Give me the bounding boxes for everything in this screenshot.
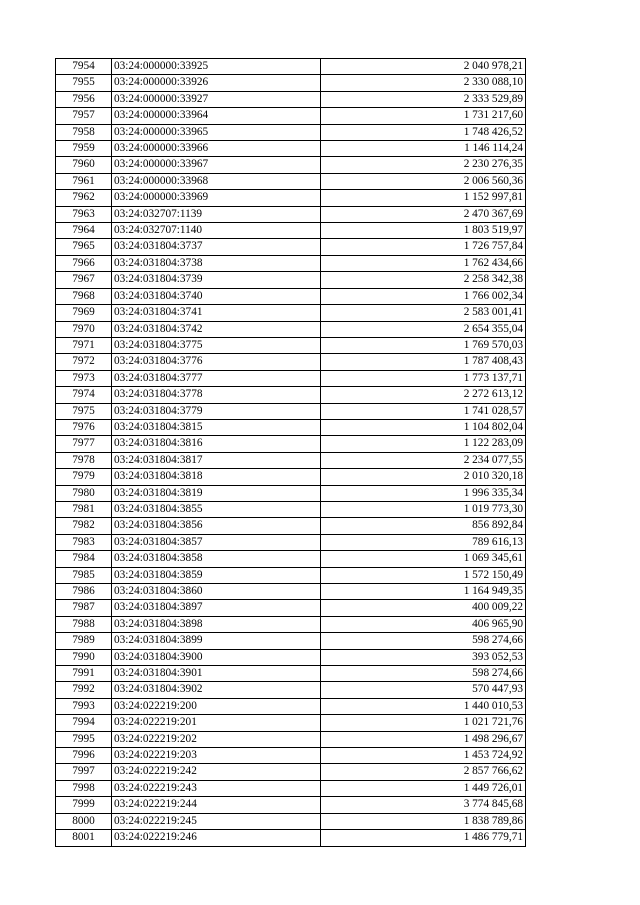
value-cell: 1 766 002,34 (321, 288, 526, 304)
table-row (56, 403, 526, 419)
cadastral-number-cell: 03:24:031804:3776 (112, 354, 321, 370)
table-row (56, 59, 526, 75)
value-cell: 1 803 519,97 (321, 223, 526, 239)
row-number-cell: 7967 (56, 272, 112, 288)
table-row (56, 370, 526, 386)
row-number-cell: 7994 (56, 715, 112, 731)
cadastral-number-cell: 03:24:000000:33968 (112, 173, 321, 189)
value-cell: 2 330 088,10 (321, 75, 526, 91)
table-row (56, 518, 526, 534)
row-number-cell: 7982 (56, 518, 112, 534)
table-row (56, 91, 526, 107)
row-number-cell: 7962 (56, 190, 112, 206)
row-number-cell: 7985 (56, 567, 112, 583)
table-row (56, 469, 526, 485)
row-number-cell: 7966 (56, 255, 112, 271)
table-row (56, 272, 526, 288)
table-row (56, 387, 526, 403)
value-cell: 1 122 283,09 (321, 436, 526, 452)
cadastral-number-cell: 03:24:031804:3775 (112, 337, 321, 353)
cadastral-number-cell: 03:24:022219:203 (112, 748, 321, 764)
table-row (56, 190, 526, 206)
cadastral-number-cell: 03:24:031804:3741 (112, 305, 321, 321)
cadastral-number-cell: 03:24:031804:3899 (112, 633, 321, 649)
row-number-cell: 7988 (56, 616, 112, 632)
value-cell: 1 572 150,49 (321, 567, 526, 583)
cadastral-number-cell: 03:24:031804:3902 (112, 682, 321, 698)
value-cell: 1 069 345,61 (321, 551, 526, 567)
table-row (56, 666, 526, 682)
table-row (56, 223, 526, 239)
value-cell: 2 010 320,18 (321, 469, 526, 485)
value-cell: 1 164 949,35 (321, 584, 526, 600)
row-number-cell: 7986 (56, 584, 112, 600)
table-row (56, 649, 526, 665)
value-cell: 1 838 789,86 (321, 813, 526, 829)
table-row (56, 731, 526, 747)
table-row (56, 584, 526, 600)
value-cell: 1 440 010,53 (321, 698, 526, 714)
value-cell: 2 230 276,35 (321, 157, 526, 173)
cadastral-number-cell: 03:24:031804:3818 (112, 469, 321, 485)
cadastral-number-cell: 03:24:000000:33965 (112, 124, 321, 140)
cadastral-number-cell: 03:24:031804:3815 (112, 419, 321, 435)
table-row (56, 780, 526, 796)
value-cell: 400 009,22 (321, 600, 526, 616)
cadastral-number-cell: 03:24:022219:200 (112, 698, 321, 714)
row-number-cell: 7957 (56, 108, 112, 124)
cadastral-number-cell: 03:24:031804:3740 (112, 288, 321, 304)
cadastral-number-cell: 03:24:022219:201 (112, 715, 321, 731)
row-number-cell: 7960 (56, 157, 112, 173)
table-row (56, 108, 526, 124)
table-row (56, 354, 526, 370)
table-row (56, 813, 526, 829)
row-number-cell: 8000 (56, 813, 112, 829)
value-cell: 1 762 434,66 (321, 255, 526, 271)
value-cell: 789 616,13 (321, 534, 526, 550)
value-cell: 1 486 779,71 (321, 830, 526, 846)
row-number-cell: 7976 (56, 419, 112, 435)
cadastral-number-cell: 03:24:031804:3779 (112, 403, 321, 419)
value-cell: 1 498 296,67 (321, 731, 526, 747)
value-cell: 406 965,90 (321, 616, 526, 632)
cadastral-number-cell: 03:24:031804:3739 (112, 272, 321, 288)
value-cell: 1 449 726,01 (321, 780, 526, 796)
row-number-cell: 7990 (56, 649, 112, 665)
row-number-cell: 7977 (56, 436, 112, 452)
row-number-cell: 7970 (56, 321, 112, 337)
cadastral-number-cell: 03:24:022219:245 (112, 813, 321, 829)
value-cell: 1 748 426,52 (321, 124, 526, 140)
row-number-cell: 7981 (56, 501, 112, 517)
row-number-cell: 8001 (56, 830, 112, 846)
row-number-cell: 7992 (56, 682, 112, 698)
row-number-cell: 7996 (56, 748, 112, 764)
table-row (56, 75, 526, 91)
cadastral-number-cell: 03:24:000000:33926 (112, 75, 321, 91)
table-row (56, 567, 526, 583)
value-cell: 1 453 724,92 (321, 748, 526, 764)
value-cell: 1 146 114,24 (321, 141, 526, 157)
value-cell: 2 857 766,62 (321, 764, 526, 780)
row-number-cell: 7979 (56, 469, 112, 485)
row-number-cell: 7995 (56, 731, 112, 747)
cadastral-number-cell: 03:24:022219:243 (112, 780, 321, 796)
value-cell: 2 234 077,55 (321, 452, 526, 468)
value-cell: 393 052,53 (321, 649, 526, 665)
cadastral-number-cell: 03:24:031804:3857 (112, 534, 321, 550)
cadastral-number-cell: 03:24:031804:3819 (112, 485, 321, 501)
table-row (56, 551, 526, 567)
table-row (56, 305, 526, 321)
value-cell: 1 773 137,71 (321, 370, 526, 386)
cadastral-number-cell: 03:24:031804:3858 (112, 551, 321, 567)
cadastral-number-cell: 03:24:031804:3777 (112, 370, 321, 386)
cadastral-number-cell: 03:24:031804:3778 (112, 387, 321, 403)
value-cell: 598 274,66 (321, 633, 526, 649)
cadastral-number-cell: 03:24:000000:33967 (112, 157, 321, 173)
value-cell: 2 583 001,41 (321, 305, 526, 321)
row-number-cell: 7987 (56, 600, 112, 616)
row-number-cell: 7975 (56, 403, 112, 419)
table-row (56, 485, 526, 501)
value-cell: 2 006 560,36 (321, 173, 526, 189)
table-row (56, 173, 526, 189)
row-number-cell: 7971 (56, 337, 112, 353)
cadastral-number-cell: 03:24:031804:3855 (112, 501, 321, 517)
value-cell: 1 741 028,57 (321, 403, 526, 419)
cadastral-number-cell: 03:24:022219:246 (112, 830, 321, 846)
table-row (56, 715, 526, 731)
row-number-cell: 7958 (56, 124, 112, 140)
row-number-cell: 7956 (56, 91, 112, 107)
parcel-value-table (55, 58, 526, 847)
cadastral-number-cell: 03:24:031804:3897 (112, 600, 321, 616)
row-number-cell: 7961 (56, 173, 112, 189)
row-number-cell: 7955 (56, 75, 112, 91)
cadastral-number-cell: 03:24:031804:3738 (112, 255, 321, 271)
table-row (56, 698, 526, 714)
value-cell: 1 152 997,81 (321, 190, 526, 206)
row-number-cell: 7993 (56, 698, 112, 714)
table-row (56, 124, 526, 140)
table-row (56, 239, 526, 255)
cadastral-number-cell: 03:24:031804:3816 (112, 436, 321, 452)
table-row (56, 419, 526, 435)
value-cell: 1 996 335,34 (321, 485, 526, 501)
row-number-cell: 7973 (56, 370, 112, 386)
row-number-cell: 7999 (56, 797, 112, 813)
row-number-cell: 7989 (56, 633, 112, 649)
value-cell: 1 787 408,43 (321, 354, 526, 370)
cadastral-number-cell: 03:24:032707:1140 (112, 223, 321, 239)
value-cell: 856 892,84 (321, 518, 526, 534)
table-row (56, 830, 526, 846)
table-row (56, 600, 526, 616)
cadastral-number-cell: 03:24:031804:3860 (112, 584, 321, 600)
table-row (56, 682, 526, 698)
cadastral-number-cell: 03:24:000000:33927 (112, 91, 321, 107)
cadastral-number-cell: 03:24:022219:244 (112, 797, 321, 813)
value-cell: 2 040 978,21 (321, 59, 526, 75)
value-cell: 598 274,66 (321, 666, 526, 682)
value-cell: 570 447,93 (321, 682, 526, 698)
cadastral-number-cell: 03:24:022219:202 (112, 731, 321, 747)
row-number-cell: 7963 (56, 206, 112, 222)
row-number-cell: 7997 (56, 764, 112, 780)
cadastral-number-cell: 03:24:000000:33966 (112, 141, 321, 157)
row-number-cell: 7980 (56, 485, 112, 501)
cadastral-number-cell: 03:24:031804:3856 (112, 518, 321, 534)
row-number-cell: 7968 (56, 288, 112, 304)
cadastral-number-cell: 03:24:031804:3859 (112, 567, 321, 583)
cadastral-number-cell: 03:24:022219:242 (112, 764, 321, 780)
cadastral-number-cell: 03:24:031804:3817 (112, 452, 321, 468)
value-cell: 1 021 721,76 (321, 715, 526, 731)
table-row (56, 452, 526, 468)
cadastral-number-cell: 03:24:031804:3901 (112, 666, 321, 682)
cadastral-number-cell: 03:24:000000:33969 (112, 190, 321, 206)
row-number-cell: 7991 (56, 666, 112, 682)
table-row (56, 534, 526, 550)
table-row (56, 764, 526, 780)
row-number-cell: 7954 (56, 59, 112, 75)
value-cell: 2 654 355,04 (321, 321, 526, 337)
table-row (56, 255, 526, 271)
table-row (56, 633, 526, 649)
cadastral-number-cell: 03:24:031804:3737 (112, 239, 321, 255)
value-cell: 2 470 367,69 (321, 206, 526, 222)
cadastral-number-cell: 03:24:032707:1139 (112, 206, 321, 222)
table-row (56, 157, 526, 173)
value-cell: 2 333 529,89 (321, 91, 526, 107)
table-row (56, 748, 526, 764)
cadastral-number-cell: 03:24:000000:33925 (112, 59, 321, 75)
value-cell: 1 019 773,30 (321, 501, 526, 517)
row-number-cell: 7965 (56, 239, 112, 255)
value-cell: 3 774 845,68 (321, 797, 526, 813)
row-number-cell: 7978 (56, 452, 112, 468)
value-cell: 2 258 342,38 (321, 272, 526, 288)
cadastral-number-cell: 03:24:031804:3900 (112, 649, 321, 665)
row-number-cell: 7959 (56, 141, 112, 157)
row-number-cell: 7984 (56, 551, 112, 567)
row-number-cell: 7969 (56, 305, 112, 321)
row-number-cell: 7974 (56, 387, 112, 403)
value-cell: 1 731 217,60 (321, 108, 526, 124)
row-number-cell: 7983 (56, 534, 112, 550)
table-row (56, 206, 526, 222)
cadastral-number-cell: 03:24:031804:3742 (112, 321, 321, 337)
table-row (56, 288, 526, 304)
value-cell: 2 272 613,12 (321, 387, 526, 403)
value-cell: 1 726 757,84 (321, 239, 526, 255)
table-body (56, 59, 526, 847)
table-row (56, 616, 526, 632)
table-row (56, 436, 526, 452)
value-cell: 1 104 802,04 (321, 419, 526, 435)
row-number-cell: 7964 (56, 223, 112, 239)
table-row (56, 797, 526, 813)
table-row (56, 321, 526, 337)
table-row (56, 501, 526, 517)
cadastral-number-cell: 03:24:000000:33964 (112, 108, 321, 124)
row-number-cell: 7972 (56, 354, 112, 370)
cadastral-number-cell: 03:24:031804:3898 (112, 616, 321, 632)
table-row (56, 141, 526, 157)
row-number-cell: 7998 (56, 780, 112, 796)
table-row (56, 337, 526, 353)
value-cell: 1 769 570,03 (321, 337, 526, 353)
